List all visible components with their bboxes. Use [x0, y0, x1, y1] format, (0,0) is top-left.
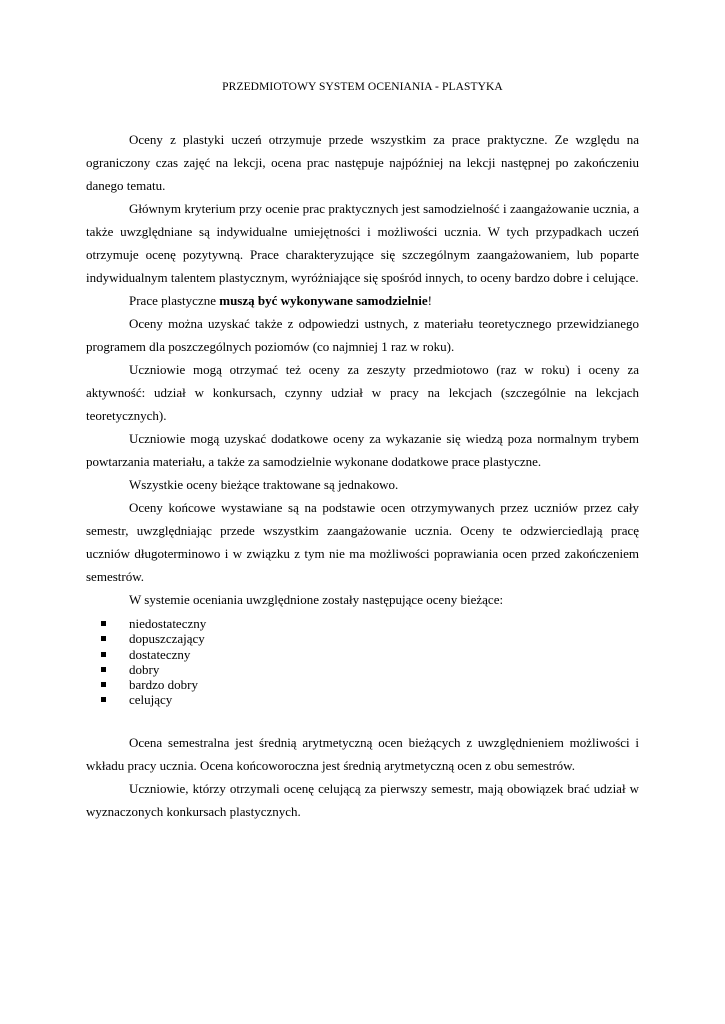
grade-label: celujący — [129, 692, 173, 708]
paragraph-extra-grades: Uczniowie mogą uzyskać dodatkowe oceny za wykazanie się wiedzą poza normalnym trybem powtarzania materiału, a także za samodzielnie wykonane dodatkowe prace plastyczne. — [86, 431, 639, 469]
document-title: PRZEDMIOTOWY SYSTEM OCENIANIA - PLASTYKA — [222, 81, 503, 93]
list-item — [101, 677, 639, 692]
paragraph-contest-obligation: Uczniowie, którzy otrzymali ocenę celującą za pierwszy semestr, mają obowiązek brać udział w wyznaczonych konkursach plastycznych. — [86, 780, 639, 819]
grades-list — [86, 616, 639, 708]
document-body — [86, 128, 639, 823]
paragraph-notebooks-activity: Uczniowie mogą otrzymać też oceny za zeszyty przedmiotowo (raz w roku) i oceny za aktywność: udział w konkursach, czynny udział w pracy na lekcjach (szczególnie na lekcjach teoretycznych). — [86, 362, 639, 423]
independent-work-suffix: ! — [427, 293, 432, 308]
square-bullet-icon — [101, 697, 106, 702]
paragraph-grade-list-intro: W systemie oceniania uwzględnione zostały następujące oceny bieżące: — [129, 592, 504, 607]
paragraph-equal-grades: Wszystkie oceny bieżące traktowane są jednakowo. — [129, 477, 399, 492]
grade-label: bardzo dobry — [129, 677, 198, 693]
paragraph-final-grades: Oceny końcowe wystawiane są na podstawie ocen otrzymywanych przez uczniów przez cały semestr, uwzględniając przede wszystkim zaangażowanie ucznia. Oceny te odzwierciedlają pracę uczniów długoterminowo i w związku z tym nie ma możliwości poprawiania ocen przed zakończeniem semestrów. — [86, 500, 639, 584]
grade-label: dopuszczający — [129, 631, 205, 647]
list-item — [101, 631, 639, 646]
list-item — [101, 616, 639, 631]
square-bullet-icon — [101, 621, 106, 626]
square-bullet-icon — [101, 636, 106, 641]
paragraph-oral-answers: Oceny można uzyskać także z odpowiedzi ustnych, z materiału teoretycznego przewidzianego programem dla poszczególnych poziomów (co najmniej 1 raz w roku). — [86, 316, 639, 354]
list-item — [101, 662, 639, 677]
paragraph-semester-grade: Ocena semestralna jest średnią arytmetyczną ocen bieżących z uwzględnieniem możliwości i wkładu pracy ucznia. Ocena końcoworoczna jest średnią arytmetyczną ocen z obu semestrów. — [86, 734, 639, 773]
paragraph-main-criterion: Głównym kryterium przy ocenie prac praktycznych jest samodzielność i zaangażowanie ucznia, a także uwzględniane są indywidualne umiejętności i możliwości ucznia. W tych przypadkach uczeń otrzymuje ocenę pozytywną. Prace charakteryzujące się szczególnym zaangażowaniem, lub poparte indywidualnym talentem plastycznym, wyróżniające się spośród innych, to oceny bardzo dobre i celujące. — [86, 201, 639, 285]
list-item — [101, 692, 639, 707]
list-item — [101, 647, 639, 662]
paragraph-practical-work: Oceny z plastyki uczeń otrzymuje przede wszystkim za prace praktyczne. Ze względu na ograniczony czas zajęć na lekcji, ocena prac następuje najpóźniej na lekcji następnej po zakończeniu danego tematu. — [86, 132, 639, 193]
square-bullet-icon — [101, 652, 106, 657]
grade-label: dobry — [129, 661, 160, 677]
square-bullet-icon — [101, 667, 106, 672]
grade-label: niedostateczny — [129, 616, 207, 631]
grade-label: dostateczny — [129, 646, 191, 662]
independent-work-emphasis: muszą być wykonywane samodzielnie — [219, 293, 428, 308]
paragraph-independent-work — [86, 289, 639, 312]
independent-work-prefix: Prace plastyczne — [129, 293, 220, 308]
square-bullet-icon — [101, 682, 106, 687]
